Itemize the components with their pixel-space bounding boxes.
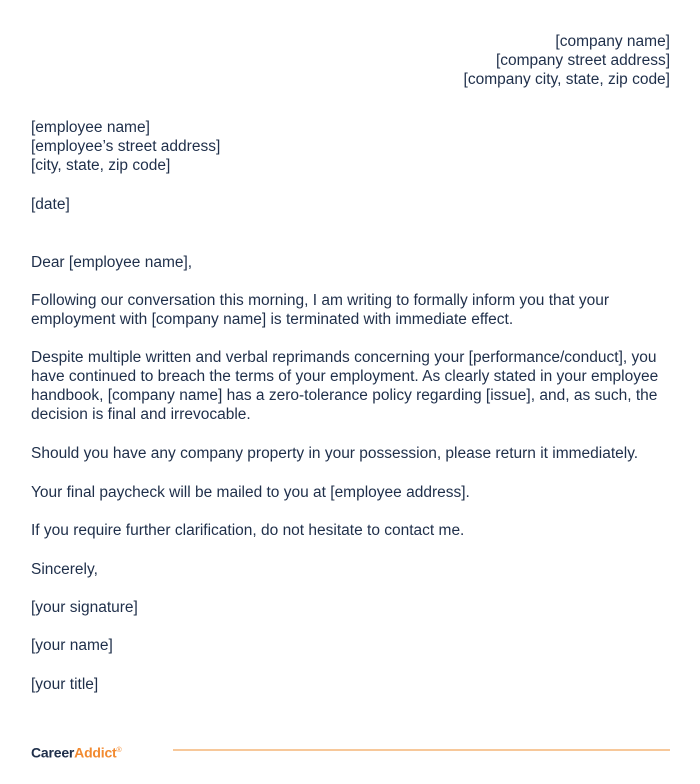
- closing: Sincerely,: [31, 561, 98, 578]
- employee-street: [employee’s street address]: [31, 138, 221, 155]
- company-address-block: [464, 32, 670, 89]
- footer-divider: [173, 749, 670, 751]
- signature-placeholder: [your signature]: [31, 599, 138, 616]
- sender-name: [your name]: [31, 637, 113, 654]
- paragraph-clarification: If you require further clarification, do not hesitate to contact me.: [31, 522, 465, 539]
- employee-address-block: [31, 118, 671, 175]
- logo-text-addict: Addict: [74, 744, 117, 761]
- paragraph-final-paycheck: Your final paycheck will be mailed to you at [employee address].: [31, 484, 470, 501]
- sender-title: [your title]: [31, 676, 99, 693]
- employee-name: [employee name]: [31, 119, 150, 136]
- logo-registered-mark: ®: [116, 747, 122, 754]
- company-city: [company city, state, zip code]: [463, 71, 670, 88]
- paragraph-reason: Despite multiple written and verbal reprimands concerning your [performance/conduct], you have continued to breach the terms of your employment. As clearly stated in your employee handbook, [company name] has a zero-tolerance policy regarding [issue], and, as such, the decision is final and irrevocable.: [31, 349, 659, 423]
- paragraph-termination-notice: Following our conversation this morning, I am writing to formally inform you that your employment with [company name] is terminated with immediate effect.: [31, 292, 610, 328]
- salutation: Dear [employee name],: [31, 254, 193, 271]
- logo-text-career: Career: [31, 744, 75, 761]
- employee-city: [city, state, zip code]: [31, 157, 171, 174]
- letter-date: [date]: [31, 196, 70, 213]
- careeraddict-logo: [31, 741, 122, 763]
- company-street: [company street address]: [495, 52, 670, 69]
- company-name: [company name]: [555, 33, 670, 50]
- paragraph-company-property: Should you have any company property in your possession, please return it immediately.: [31, 445, 639, 462]
